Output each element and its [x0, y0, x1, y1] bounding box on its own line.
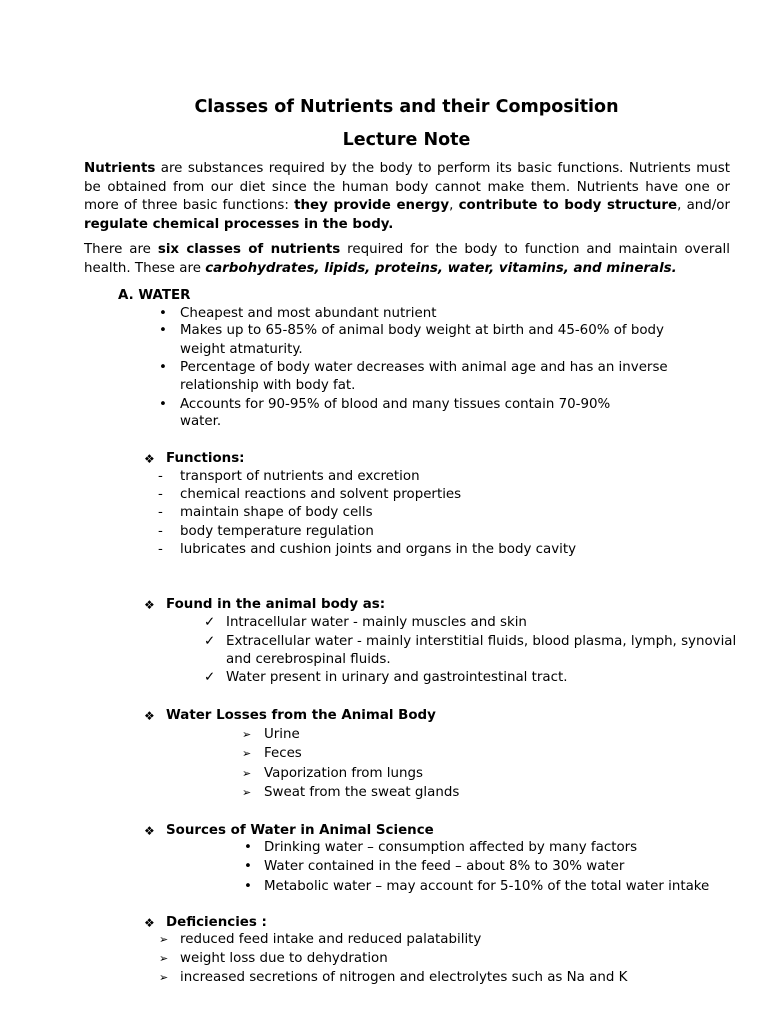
- dash-icon: -: [158, 469, 163, 484]
- found-heading: Found in the animal body as:: [166, 597, 386, 612]
- deficiencies-heading: Deficiencies :: [166, 915, 267, 930]
- list-item: lubricates and cushion joints and organs in the body cavity: [180, 542, 577, 557]
- sources-heading: Sources of Water in Animal Science: [166, 823, 434, 838]
- list-item: Water present in urinary and gastrointestinal tract.: [226, 670, 568, 685]
- list-item: Metabolic water – may account for 5-10% of the total water intake: [264, 879, 710, 894]
- list-item: increased secretions of nitrogen and electrolytes such as Na and K: [180, 970, 628, 985]
- list-item: Accounts for 90-95% of blood and many tissues contain 70-90%: [180, 397, 611, 412]
- list-item: Drinking water – consumption affected by many factors: [264, 840, 638, 855]
- arrowhead-icon: ➢: [242, 728, 252, 741]
- arrowhead-icon: ➢: [242, 747, 252, 760]
- diamond-bullet-icon: ❖: [144, 452, 155, 466]
- classes-paragraph: There are six classes of nutrients required for the body to function and maintain overall health. These are carbohydrates, lipids, proteins, water, vitamins, and minerals.: [84, 242, 730, 276]
- dash-icon: -: [158, 524, 163, 539]
- bullet-icon: •: [159, 323, 167, 338]
- list-item: chemical reactions and solvent properties: [180, 487, 462, 502]
- bullet-icon: •: [159, 360, 167, 375]
- list-item: relationship with body fat.: [180, 378, 356, 393]
- diamond-bullet-icon: ❖: [144, 824, 155, 838]
- dash-icon: -: [158, 505, 163, 520]
- section-a-heading: A. WATER: [118, 288, 191, 303]
- diamond-bullet-icon: ❖: [144, 916, 155, 930]
- document-subtitle: Lecture Note: [342, 130, 471, 150]
- dash-icon: -: [158, 542, 163, 557]
- bullet-icon: •: [244, 840, 252, 855]
- list-item: and cerebrospinal fluids.: [226, 652, 391, 667]
- list-item: body temperature regulation: [180, 524, 374, 539]
- list-item: Sweat from the sweat glands: [264, 785, 460, 800]
- diamond-bullet-icon: ❖: [144, 709, 155, 723]
- list-item: Feces: [264, 746, 302, 761]
- losses-heading: Water Losses from the Animal Body: [166, 708, 436, 723]
- document-title: Classes of Nutrients and their Composition: [194, 97, 619, 117]
- list-item: Extracellular water - mainly interstitial fluids, blood plasma, lymph, synovial: [226, 634, 737, 649]
- list-item: Vaporization from lungs: [264, 766, 423, 781]
- list-item: water.: [180, 414, 222, 429]
- intro-paragraph: Nutrients are substances required by the body to perform its basic functions. Nutrients must be obtained from our diet since the human body cannot make them. Nutrients have one or more of three basic functions: they provide energy, contribute to body structure, and/or regulate chemical processes in the body.: [84, 161, 730, 232]
- list-item: Makes up to 65-85% of animal body weight at birth and 45-60% of body: [180, 323, 664, 338]
- arrowhead-icon: ➢: [242, 767, 252, 780]
- bullet-icon: •: [159, 306, 167, 321]
- list-item: Cheapest and most abundant nutrient: [180, 306, 437, 321]
- diamond-bullet-icon: ❖: [144, 598, 155, 612]
- checkmark-icon: ✓: [204, 634, 216, 649]
- list-item: Intracellular water - mainly muscles and skin: [226, 615, 527, 630]
- functions-heading: Functions:: [166, 451, 245, 466]
- list-item: Percentage of body water decreases with animal age and has an inverse: [180, 360, 668, 375]
- arrowhead-icon: ➢: [242, 786, 252, 799]
- bullet-icon: •: [159, 397, 167, 412]
- dash-icon: -: [158, 487, 163, 502]
- arrowhead-icon: ➢: [159, 952, 169, 965]
- list-item: reduced feed intake and reduced palatability: [180, 932, 482, 947]
- arrowhead-icon: ➢: [159, 933, 169, 946]
- list-item: weight atmaturity.: [180, 342, 303, 357]
- checkmark-icon: ✓: [204, 670, 216, 685]
- list-item: maintain shape of body cells: [180, 505, 373, 520]
- list-item: transport of nutrients and excretion: [180, 469, 420, 484]
- list-item: weight loss due to dehydration: [180, 951, 388, 966]
- list-item: Water contained in the feed – about 8% to 30% water: [264, 859, 625, 874]
- arrowhead-icon: ➢: [159, 971, 169, 984]
- list-item: Urine: [264, 727, 300, 742]
- bullet-icon: •: [244, 879, 252, 894]
- checkmark-icon: ✓: [204, 615, 216, 630]
- bullet-icon: •: [244, 859, 252, 874]
